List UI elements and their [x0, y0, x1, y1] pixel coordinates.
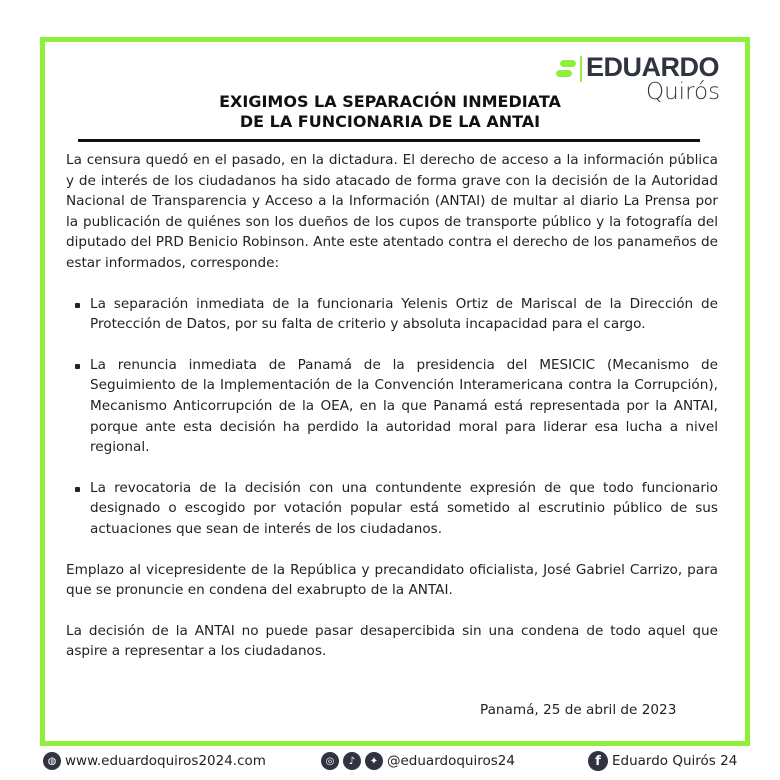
logo-name: EDUARDO [586, 52, 720, 82]
document-body [66, 150, 718, 662]
footer [0, 751, 780, 773]
demand-item: La renuncia inmediata de Panamá de la presidencia del MESICIC (Mecanismo de Seguimiento de la Implementación de la Convención Interamericana contra la Corrupción), Mecanismo Anticorrupción de la OEA, en la que Panamá está representada por la ANTAI, porque ante esta decisión ha perdido la autoridad moral para liderar esa lucha a nivel regional. [66, 355, 718, 458]
tiktok-icon[interactable]: ♪ [343, 752, 361, 770]
title-line-1: EXIGIMOS LA SEPARACIÓN INMEDIATA [219, 92, 561, 111]
facebook-icon: f [588, 751, 608, 771]
demand-item: La separación inmediata de la funcionaria Yelenis Ortiz de Mariscal de la Dirección de Protección de Datos, por su falta de criterio y absoluta incapacidad para el cargo. [66, 294, 718, 335]
logo-divider [580, 56, 582, 82]
twitter-icon[interactable]: ✦ [365, 752, 383, 770]
social-links [321, 751, 515, 771]
intro-paragraph: La censura quedó en el pasado, en la dictadura. El derecho de acceso a la información pública y de interés de los ciudadanos ha sido atacado de forma grave con la decisión de la Autoridad Nacional de Transparencia y Acceso a la Información (ANTAI) de multar al diario La Prensa por la publicación de quiénes son los dueños de los cupos de transporte público y la fotografía del diputado del PRD Benicio Robinson. Ante este atentado contra el derecho de los panameños de estar informados, corresponde: [66, 152, 718, 271]
demands-list [66, 294, 718, 540]
website-link[interactable] [43, 751, 266, 771]
title-rule [78, 139, 700, 142]
title-line-2: DE LA FUNCIONARIA DE LA ANTAI [239, 112, 541, 131]
demand-item: La revocatoria de la decisión con una contundente expresión de que todo funcionario designado o escogido por votación popular está sometido al escrutinio público de sus actuaciones que sean de interés de los ciudadanos. [66, 478, 718, 540]
social-handle[interactable]: @eduardoquiros24 [387, 753, 515, 769]
logo-bars-icon [556, 58, 576, 80]
globe-icon: ◍ [43, 752, 61, 770]
website-text: www.eduardoquiros2024.com [65, 753, 266, 769]
facebook-link[interactable] [588, 751, 737, 771]
paragraph-3: La decisión de la ANTAI no puede pasar desapercibida sin una condena de todo aquel que aspire a representar a los ciudadanos. [66, 622, 718, 660]
logo-surname: Quirós [646, 79, 721, 105]
facebook-text: Eduardo Quirós 24 [612, 753, 738, 769]
paragraph-2: Emplazo al vicepresidente de la República y precandidato oficialista, José Gabriel Carrizo, para que se pronuncie en condena del exabrupto de la ANTAI. [66, 561, 718, 599]
instagram-icon[interactable]: ◎ [321, 752, 339, 770]
document-date: Panamá, 25 de abril de 2023 [480, 702, 677, 718]
document-title [150, 92, 630, 132]
